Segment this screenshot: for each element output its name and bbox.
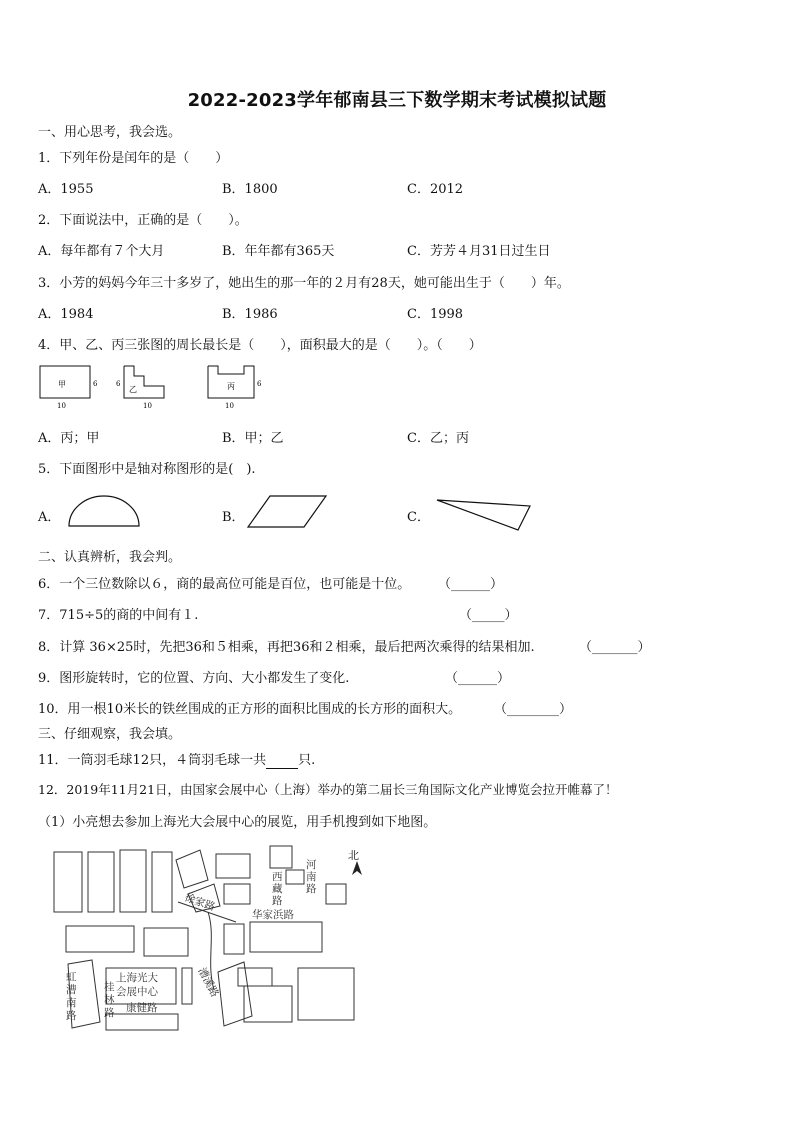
question-9-answer-blank[interactable]: （______） [445,671,511,686]
figure-jia-height: 6 [93,380,98,388]
question-5-option-c: C． [407,510,430,525]
question-11-stem [38,749,315,769]
question-4-option-a: A．丙；甲 [38,431,100,446]
map-block [66,926,134,952]
map-block [298,968,354,1020]
parallelogram-shape [246,494,328,530]
question-10-answer-blank[interactable]: （________） [494,702,573,717]
map-block [218,962,252,1026]
question-1-option-c: C．2012 [407,182,464,197]
north-label: 北 [348,849,359,862]
question-12-stem: 12．2019年11月21日，由国家会展中心（上海）举办的第二届长三角国际文化产业博览会拉开帷幕了！ [38,782,618,797]
triangle-shape [434,496,538,532]
map-label-center-line2: 会展中心 [116,986,158,998]
question-3-option-b: B．1986 [222,307,278,322]
map-block [250,922,322,952]
map-block [286,870,304,884]
north-arrow-icon [350,860,364,876]
map-block [224,884,250,904]
map-label-center-line1: 上海光大 [116,972,158,984]
map-label-henan: 河南路 [306,859,317,895]
section-heading-2: 二、认真辨析，我会判。 [38,550,182,565]
map-block [54,852,82,912]
question-1-option-b: B．1800 [222,182,278,197]
map-label-kangjian: 康健路 [126,1002,158,1014]
map-label-huajia: 华家浜路 [252,909,294,921]
figure-yi-height: 6 [116,380,121,388]
question-11-answer-blank[interactable] [266,753,298,769]
map-block [216,854,250,878]
map-block [144,928,188,956]
map-block [176,850,208,888]
question-4-stem: 4．甲、乙、丙三张图的周长最长是（ ），面积最大的是（ ）。（ ） [38,338,482,353]
map-block [238,968,272,986]
question-7-answer-blank[interactable]: （_____） [459,608,518,623]
question-8-stem: 8．计算 36×25时，先把36和５相乘，再把36和２相乘，最后把两次乘得的结果相加. [38,640,535,655]
question-2-option-a: A．每年都有７个大月 [38,244,165,259]
question-2-option-c: C．芳芳４月31日过生日 [407,244,551,259]
section-heading-1: 一、用心思考，我会选。 [38,125,182,140]
question-6-stem: 6．一个三位数除以６，商的最高位可能是百位，也可能是十位。 [38,577,411,592]
figure-bing-width: 10 [225,402,234,410]
figure-bing-height: 6 [257,380,262,388]
question-12-sub-1: （1）小亮想去参加上海光大会展中心的展览，用手机搜到如下地图。 [38,815,437,830]
question-6-answer-blank[interactable]: （______） [438,577,504,592]
map-block [88,852,114,912]
question-4-figures [36,362,276,414]
map-block [106,1014,178,1030]
question-9-stem: 9．图形旋转时，它的位置、方向、大小都发生了变化. [38,671,350,686]
question-11-text-b: 只. [298,753,316,768]
question-2-option-b: B．年年都有365天 [222,244,335,259]
question-4-option-b: B．甲；乙 [222,431,284,446]
map-block [326,884,346,904]
question-11-text-a: 11．一筒羽毛球12只，４筒羽毛球一共 [38,753,267,768]
map-label-xujia: 徐家路 [182,891,217,914]
figure-yi-label: 乙 [129,385,137,394]
question-7-stem: 7．715÷5的商的中间有１. [38,608,199,623]
question-5-option-b: B． [222,510,245,525]
question-1-option-a: A．1955 [38,182,94,197]
map-label-hongcao: 虹漕南路 [66,971,77,1022]
question-3-option-c: C．1998 [407,307,464,322]
figure-bing-label: 丙 [227,382,235,391]
map-block [182,968,192,1004]
map-block [224,924,244,954]
map-label-caoxi: 漕溪路 [195,965,221,1000]
map-label-xizang: 西藏路 [272,871,283,907]
question-3-stem: 3．小芳的妈妈今年三十多岁了，她出生的那一年的２月有28天，她可能出生于（ ）年。 [38,276,570,291]
area-map [48,840,374,1036]
question-5-option-a: A． [38,510,61,525]
question-3-option-a: A．1984 [38,307,94,322]
map-block [120,850,146,912]
question-1-stem: 1．下列年份是闰年的是（ ） [38,151,229,166]
figure-jia-label: 甲 [58,380,66,389]
question-2-stem: 2．下面说法中，正确的是（ ）。 [38,213,248,228]
figure-jia-width: 10 [57,402,66,410]
semicircle-shape [66,493,142,529]
question-10-stem: 10．用一根10米长的铁丝围成的正方形的面积比围成的长方形的面积大。 [38,702,462,717]
question-8-answer-blank[interactable]: （_______） [579,640,651,655]
question-5-stem: 5．下面图形中是轴对称图形的是( ). [38,462,256,477]
map-block [270,846,292,868]
map-label-guilin: 桂林路 [104,981,115,1019]
section-heading-3: 三、仔细观察，我会填。 [38,727,182,742]
page-title: 2022-2023学年郁南县三下数学期末考试模拟试题 [187,90,607,111]
figure-yi-width: 10 [143,402,152,410]
map-block [152,852,172,912]
question-4-option-c: C．乙；丙 [407,431,469,446]
